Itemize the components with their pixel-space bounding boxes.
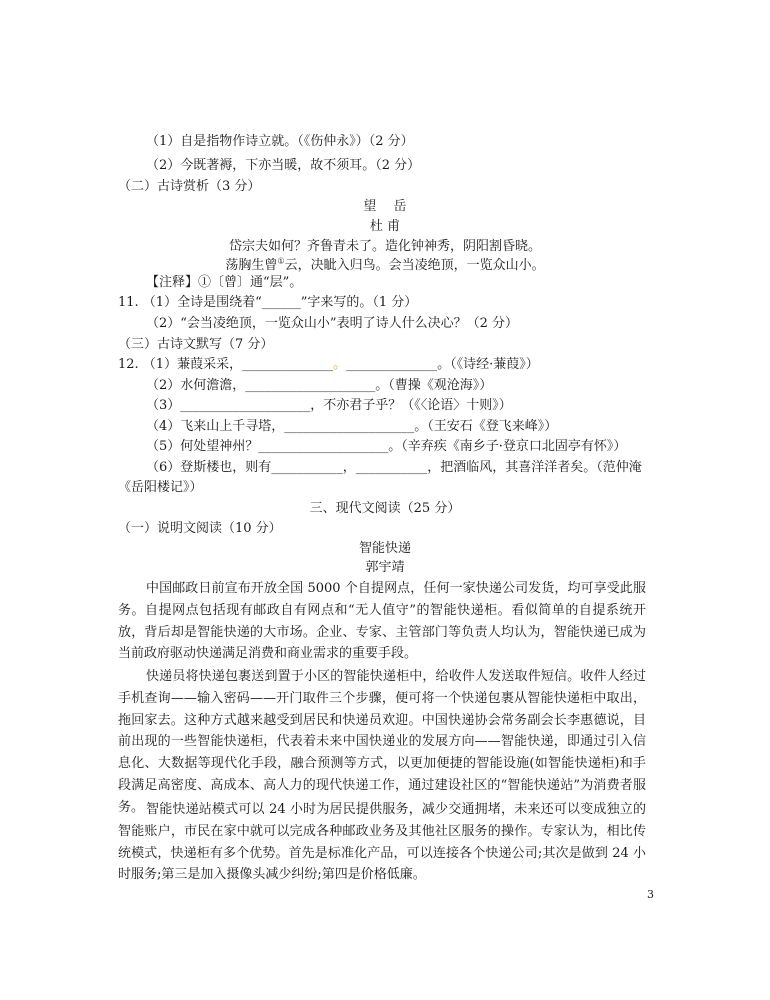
footnote-marker: ①	[277, 256, 285, 266]
question-12-2: （2）水何澹澹，____________________。（曹操《观沧海》）	[146, 378, 493, 393]
question-12-1: 12. （1）蒹葭采采，______________。______________。（《诗经·蒹葭》）	[118, 357, 539, 372]
poem-line-2: 荡胸生曾①云，决眦入归鸟。会当凌绝顶，一览众山小。	[225, 256, 545, 273]
question-12-3: （3）____________________，不亦君子乎？（《〈论语〉十则》）	[146, 398, 512, 413]
subsection-expository: （一）说明文阅读（10 分）	[118, 521, 282, 536]
highlight-dot: 。	[333, 357, 347, 372]
poem-title: 望 岳	[363, 199, 407, 214]
question-12-4: （4）飞来山上千寻塔，____________________。（王安石《登飞来峰》）	[146, 419, 558, 434]
question-12-6-source: 《岳阳楼记》）	[118, 480, 203, 495]
article-author: 郭宇靖	[365, 560, 405, 575]
poem-author: 杜 甫	[369, 219, 401, 234]
question-12-5: （5）何处望神州？____________________。（辛弃疾《南乡子·登京口北固亭有怀》）	[146, 439, 627, 454]
section-modern-reading: 三、现代文阅读（25 分）	[309, 501, 461, 516]
article-paragraph-1: 中国邮政日前宣布开放全国 5000 个自提网点，任何一家快递公司发货，均可享受此服务。自提网点包括现有邮政自有网点和“无人值守”的智能快递柜。看似简单的自提系统开放，背后却是智能快递的大市场。企业、专家、主管部门等负责人均认为，智能快递已成为当前政府驱动快递满足消费和商业需求的重要手段。	[118, 581, 646, 662]
article-paragraph-2: 快递员将快递包裹送到置于小区的智能快递柜中，给收件人发送取件短信。收件人经过手机查询——输入密码——开门取件三个步骤，便可将一个快递包裹从智能快递柜中取出，拖回家去。这种方式越来越受到居民和快递员欢迎。中国快递协会常务副会长李惠德说，目前出现的一些智能快递柜，代表着未来中国快递业的发展方向——智能快递，即通过引入信息化、大数据等现代化手段，融合预测等方式，以更加便捷的智能设施(如智能快递柜)和手段满足高密度、高成本、高人力的现代快递工作，通过建设社区的“智能快递站”为消费者服务。	[118, 669, 646, 815]
article-title: 智能快递	[358, 541, 411, 556]
poem-note: 【注释】①〔曾〕通“层”。	[146, 275, 303, 290]
question-12-6: （6）登斯楼也，则有___________，___________，把酒临风，其喜洋洋者矣。（范仲淹	[146, 460, 642, 475]
question-11-1: 11. （1）全诗是围绕着“______”字来写的。（1 分）	[118, 295, 418, 310]
answer-line-1: （1）自是指物作诗立就。（《伤仲永》）（2 分）	[146, 134, 414, 149]
answer-line-2: （2）今既著褥，下亦当暖，故不须耳。（2 分）	[146, 158, 421, 173]
question-11-2: （2）“会当凌绝顶，一览众山小”表明了诗人什么决心？（2 分）	[146, 316, 518, 331]
page-number: 3	[647, 888, 654, 901]
article-paragraph-3: 智能快递站模式可以 24 小时为居民提供服务，减少交通拥堵，未来还可以变成独立的智能账户，市民在家中就可以完成各种邮政业务及其他社区服务的操作。专家认为，相比传统模式，快递柜有多个优势。首先是标准化产品，可以连接各个快递公司;其次是做到 24 小时服务;第三是加入摄像头减少纠纷;第四是价格低廉。	[118, 802, 646, 883]
poem-line-1: 岱宗夫如何？齐鲁青未了。造化钟神秀，阴阳割昏晓。	[228, 239, 541, 254]
section-poetry-appreciation: （二）古诗赏析（3 分）	[118, 179, 261, 194]
section-recitation: （三）古诗文默写（7 分）	[118, 337, 274, 352]
